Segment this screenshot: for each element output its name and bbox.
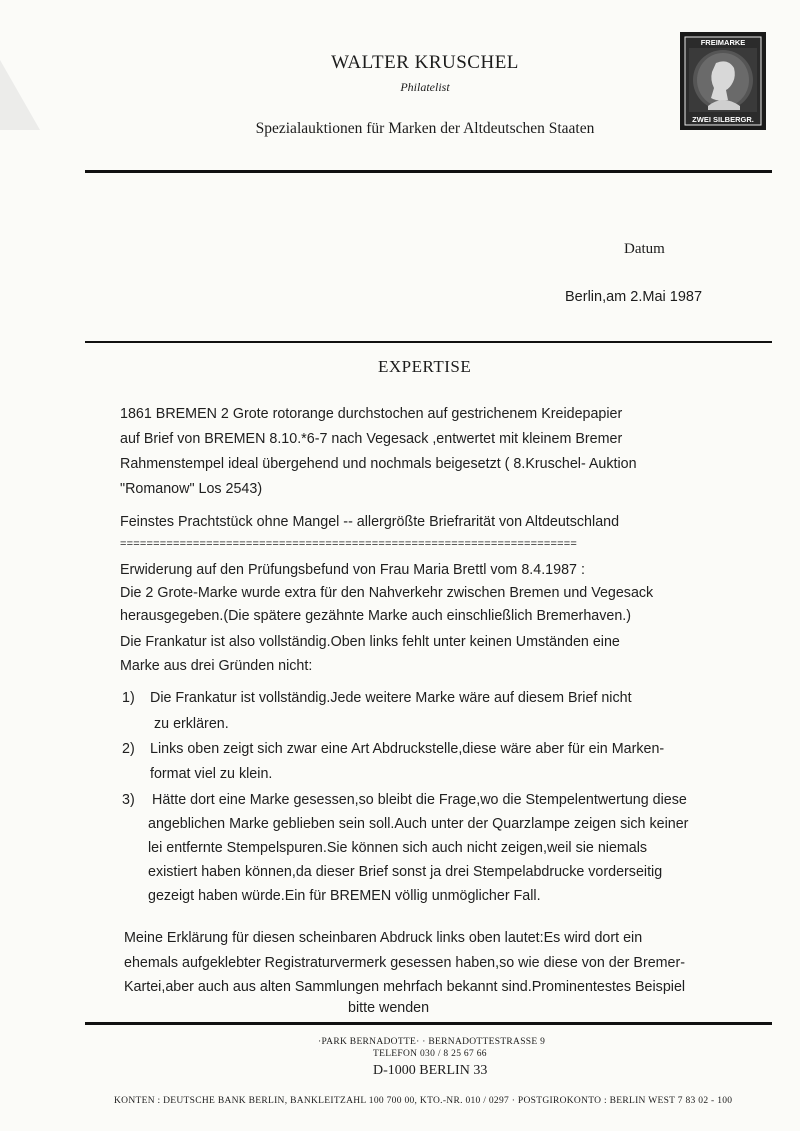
separator-line: ===================================================================== [120,538,578,550]
stamp-top-text: FREIMARKE [700,38,746,47]
reason-number: 1) [122,690,135,706]
letterhead-profession: Philatelist [400,80,450,94]
reason-line: zu erklären. [154,716,229,732]
reason-number: 3) [122,792,135,808]
footer-city: D-1000 BERLIN 33 [373,1063,488,1078]
prussian-stamp-logo [678,30,768,132]
header-rule [85,170,772,173]
letterhead-tagline: Spezialauktionen für Marken der Altdeutschen Staaten [255,120,595,137]
reason-line: Hätte dort eine Marke gesessen,so bleibt die Frage,wo die Stempelentwertung diese [152,792,687,808]
footer-accounts: KONTEN : DEUTSCHE BANK BERLIN, BANKLEITZAHL 100 700 00, KTO.-NR. 010 / 0297 · POSTGIROKONTO : BERLIN WEST 7 83 02 - 100 [114,1096,733,1106]
footer-rule [85,1022,772,1025]
reply-line: Die 2 Grote-Marke wurde extra für den Nahverkehr zwischen Bremen und Vegesack [120,585,654,601]
turn-over-note: bitte wenden [348,1000,430,1016]
document-title: EXPERTISE [378,357,472,376]
reason-line: lei entfernte Stempelspuren.Sie können sich auch nicht zeigen,weil sie niemals [148,840,648,856]
reason-line: gezeigt haben würde.Ein für BREMEN völlig unmöglicher Fall. [148,888,541,904]
description-line: Rahmenstempel ideal übergehend und nochmals beigesetzt ( 8.Kruschel- Auktion [120,456,637,472]
description-line: 1861 BREMEN 2 Grote rotorange durchstochen auf gestrichenem Kreidepapier [120,406,623,422]
verdict: Feinstes Prachtstück ohne Mangel -- allergrößte Briefrarität von Altdeutschland [120,514,620,530]
reply-line: Die Frankatur ist also vollständig.Oben links fehlt unter keinen Umständen eine [120,634,620,650]
reason-line: format viel zu klein. [150,766,273,782]
footer-phone: TELEFON 030 / 8 25 67 66 [373,1049,487,1059]
closing-line: Kartei,aber auch aus alten Sammlungen mehrfach bekannt sind.Prominentestes Beispiel [124,979,686,995]
reply-line: herausgegeben.(Die spätere gezähnte Marke auch einschließlich Bremerhaven.) [120,608,632,624]
reason-line: existiert haben können,da dieser Brief sonst ja drei Stempelabdrucke vorderseitig [148,864,663,880]
reply-line: Erwiderung auf den Prüfungsbefund von Frau Maria Brettl vom 8.4.1987 : [120,562,585,578]
closing-line: Meine Erklärung für diesen scheinbaren Abdruck links oben lautet:Es wird dort ein [124,930,643,946]
description-line: auf Brief von BREMEN 8.10.*6-7 nach Vegesack ,entwertet mit kleinem Bremer [120,431,623,447]
place-and-date: Berlin,am 2.Mai 1987 [565,289,703,305]
description-line: "Romanow" Los 2543) [120,481,263,497]
footer-address: ·PARK BERNADOTTE· · BERNADOTTESTRASSE 9 [318,1037,546,1047]
closing-line: ehemals aufgeklebter Registraturvermerk gesessen haben,so wie diese von der Bremer- [124,955,686,971]
reason-line: Die Frankatur ist vollständig.Jede weitere Marke wäre auf diesem Brief nicht [150,690,632,706]
letterhead-name: WALTER KRUSCHEL [331,52,519,73]
reason-number: 2) [122,741,135,757]
date-label: Datum [624,241,665,257]
reply-line: Marke aus drei Gründen nicht: [120,658,313,674]
title-rule [85,341,772,343]
stamp-bottom-text: ZWEI SILBERGR. [692,115,754,124]
reason-line: Links oben zeigt sich zwar eine Art Abdruckstelle,diese wäre aber für ein Marken- [150,741,665,757]
reason-line: angeblichen Marke geblieben sein soll.Auch unter der Quarzlampe zeigen sich keiner [148,816,689,832]
